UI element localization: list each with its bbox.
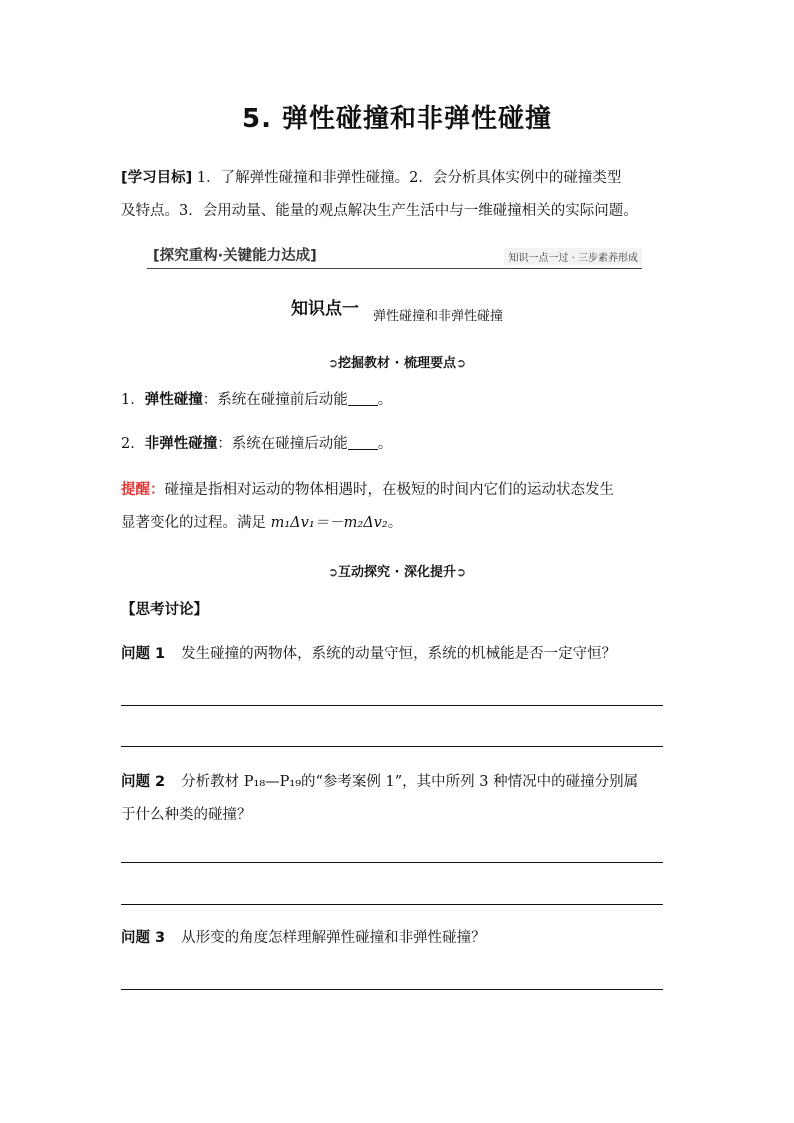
learning-objectives xyxy=(121,162,681,228)
answer-line[interactable] xyxy=(121,705,663,706)
question-2 xyxy=(121,766,681,832)
fill-blank[interactable] xyxy=(348,391,378,406)
item-text: ：系统在碰撞后动能 xyxy=(217,436,348,452)
item-number: 2． xyxy=(121,436,145,452)
objectives-text-1: 1．了解弹性碰撞和非弹性碰撞。2．会分析具体实例中的碰撞类型 xyxy=(192,170,622,186)
discussion-heading: 【思考讨论】 xyxy=(121,602,208,618)
fill-blank[interactable] xyxy=(348,435,378,450)
item-end: 。 xyxy=(377,436,393,452)
tip-end: 。 xyxy=(387,515,403,531)
answer-line[interactable] xyxy=(121,989,663,990)
item-inelastic xyxy=(121,428,681,461)
question-text-2: 于什么种类的碰撞？ xyxy=(121,807,252,823)
tip-text-1: 碰撞是指相对运动的物体相遇时，在极短的时间内它们的运动状态发生 xyxy=(164,482,614,498)
banner-title: [探究重构·关键能力达成] xyxy=(153,248,317,264)
tip-paragraph xyxy=(121,474,681,540)
page-title: 5. 弹性碰撞和非弹性碰撞 xyxy=(241,104,553,134)
knowledge-point-subtitle: 弹性碰撞和非弹性碰撞 xyxy=(372,309,503,324)
question-1 xyxy=(121,638,681,671)
banner-tagline: 知识一点一过 · 三步素养形成 xyxy=(504,248,642,265)
question-text: 发生碰撞的两物体，系统的动量守恒，系统的机械能是否一定守恒？ xyxy=(181,646,617,662)
tip-formula: m₁Δv₁＝－m₂Δv₂ xyxy=(270,515,388,531)
item-term: 弹性碰撞 xyxy=(144,392,203,408)
question-text: 从形变的角度怎样理解弹性碰撞和非弹性碰撞？ xyxy=(181,930,486,946)
item-number: 1． xyxy=(121,392,145,408)
answer-line[interactable] xyxy=(121,862,663,863)
question-label: 问题 2 xyxy=(121,774,166,790)
question-3 xyxy=(121,922,681,955)
section-heading-interactive xyxy=(0,561,794,580)
tip-label: 提醒： xyxy=(121,482,165,498)
objectives-text-2: 及特点。3．会用动量、能量的观点解决生产生活中与一维碰撞相关的实际问题。 xyxy=(121,203,638,219)
knowledge-point-heading xyxy=(0,294,794,324)
tip-text-2: 显著变化的过程。满足 xyxy=(121,515,271,531)
item-term: 非弹性碰撞 xyxy=(144,436,218,452)
circle-arrow-icon: ➲ xyxy=(327,356,338,370)
objectives-label: [学习目标] xyxy=(121,170,193,186)
question-label: 问题 1 xyxy=(121,646,166,662)
circle-arrow-icon: ➲ xyxy=(456,565,467,579)
section-banner xyxy=(147,242,642,269)
item-text: ：系统在碰撞前后动能 xyxy=(202,392,348,408)
circle-arrow-icon: ➲ xyxy=(456,356,467,370)
answer-line[interactable] xyxy=(121,904,663,905)
section-heading-textbook xyxy=(0,352,794,371)
section-label-textbook: 挖掘教材 · 梳理要点 xyxy=(338,356,456,371)
section-label-interactive: 互动探究 · 深化提升 xyxy=(338,565,456,580)
question-label: 问题 3 xyxy=(121,930,166,946)
circle-arrow-icon: ➲ xyxy=(327,565,338,579)
item-end: 。 xyxy=(377,392,393,408)
answer-line[interactable] xyxy=(121,746,663,747)
item-elastic xyxy=(121,384,681,417)
knowledge-point-label: 知识点一 xyxy=(290,299,359,319)
question-text: 分析教材 P₁₈—P₁₉的“参考案例 1”，其中所列 3 种情况中的碰撞分别属 xyxy=(181,774,639,790)
